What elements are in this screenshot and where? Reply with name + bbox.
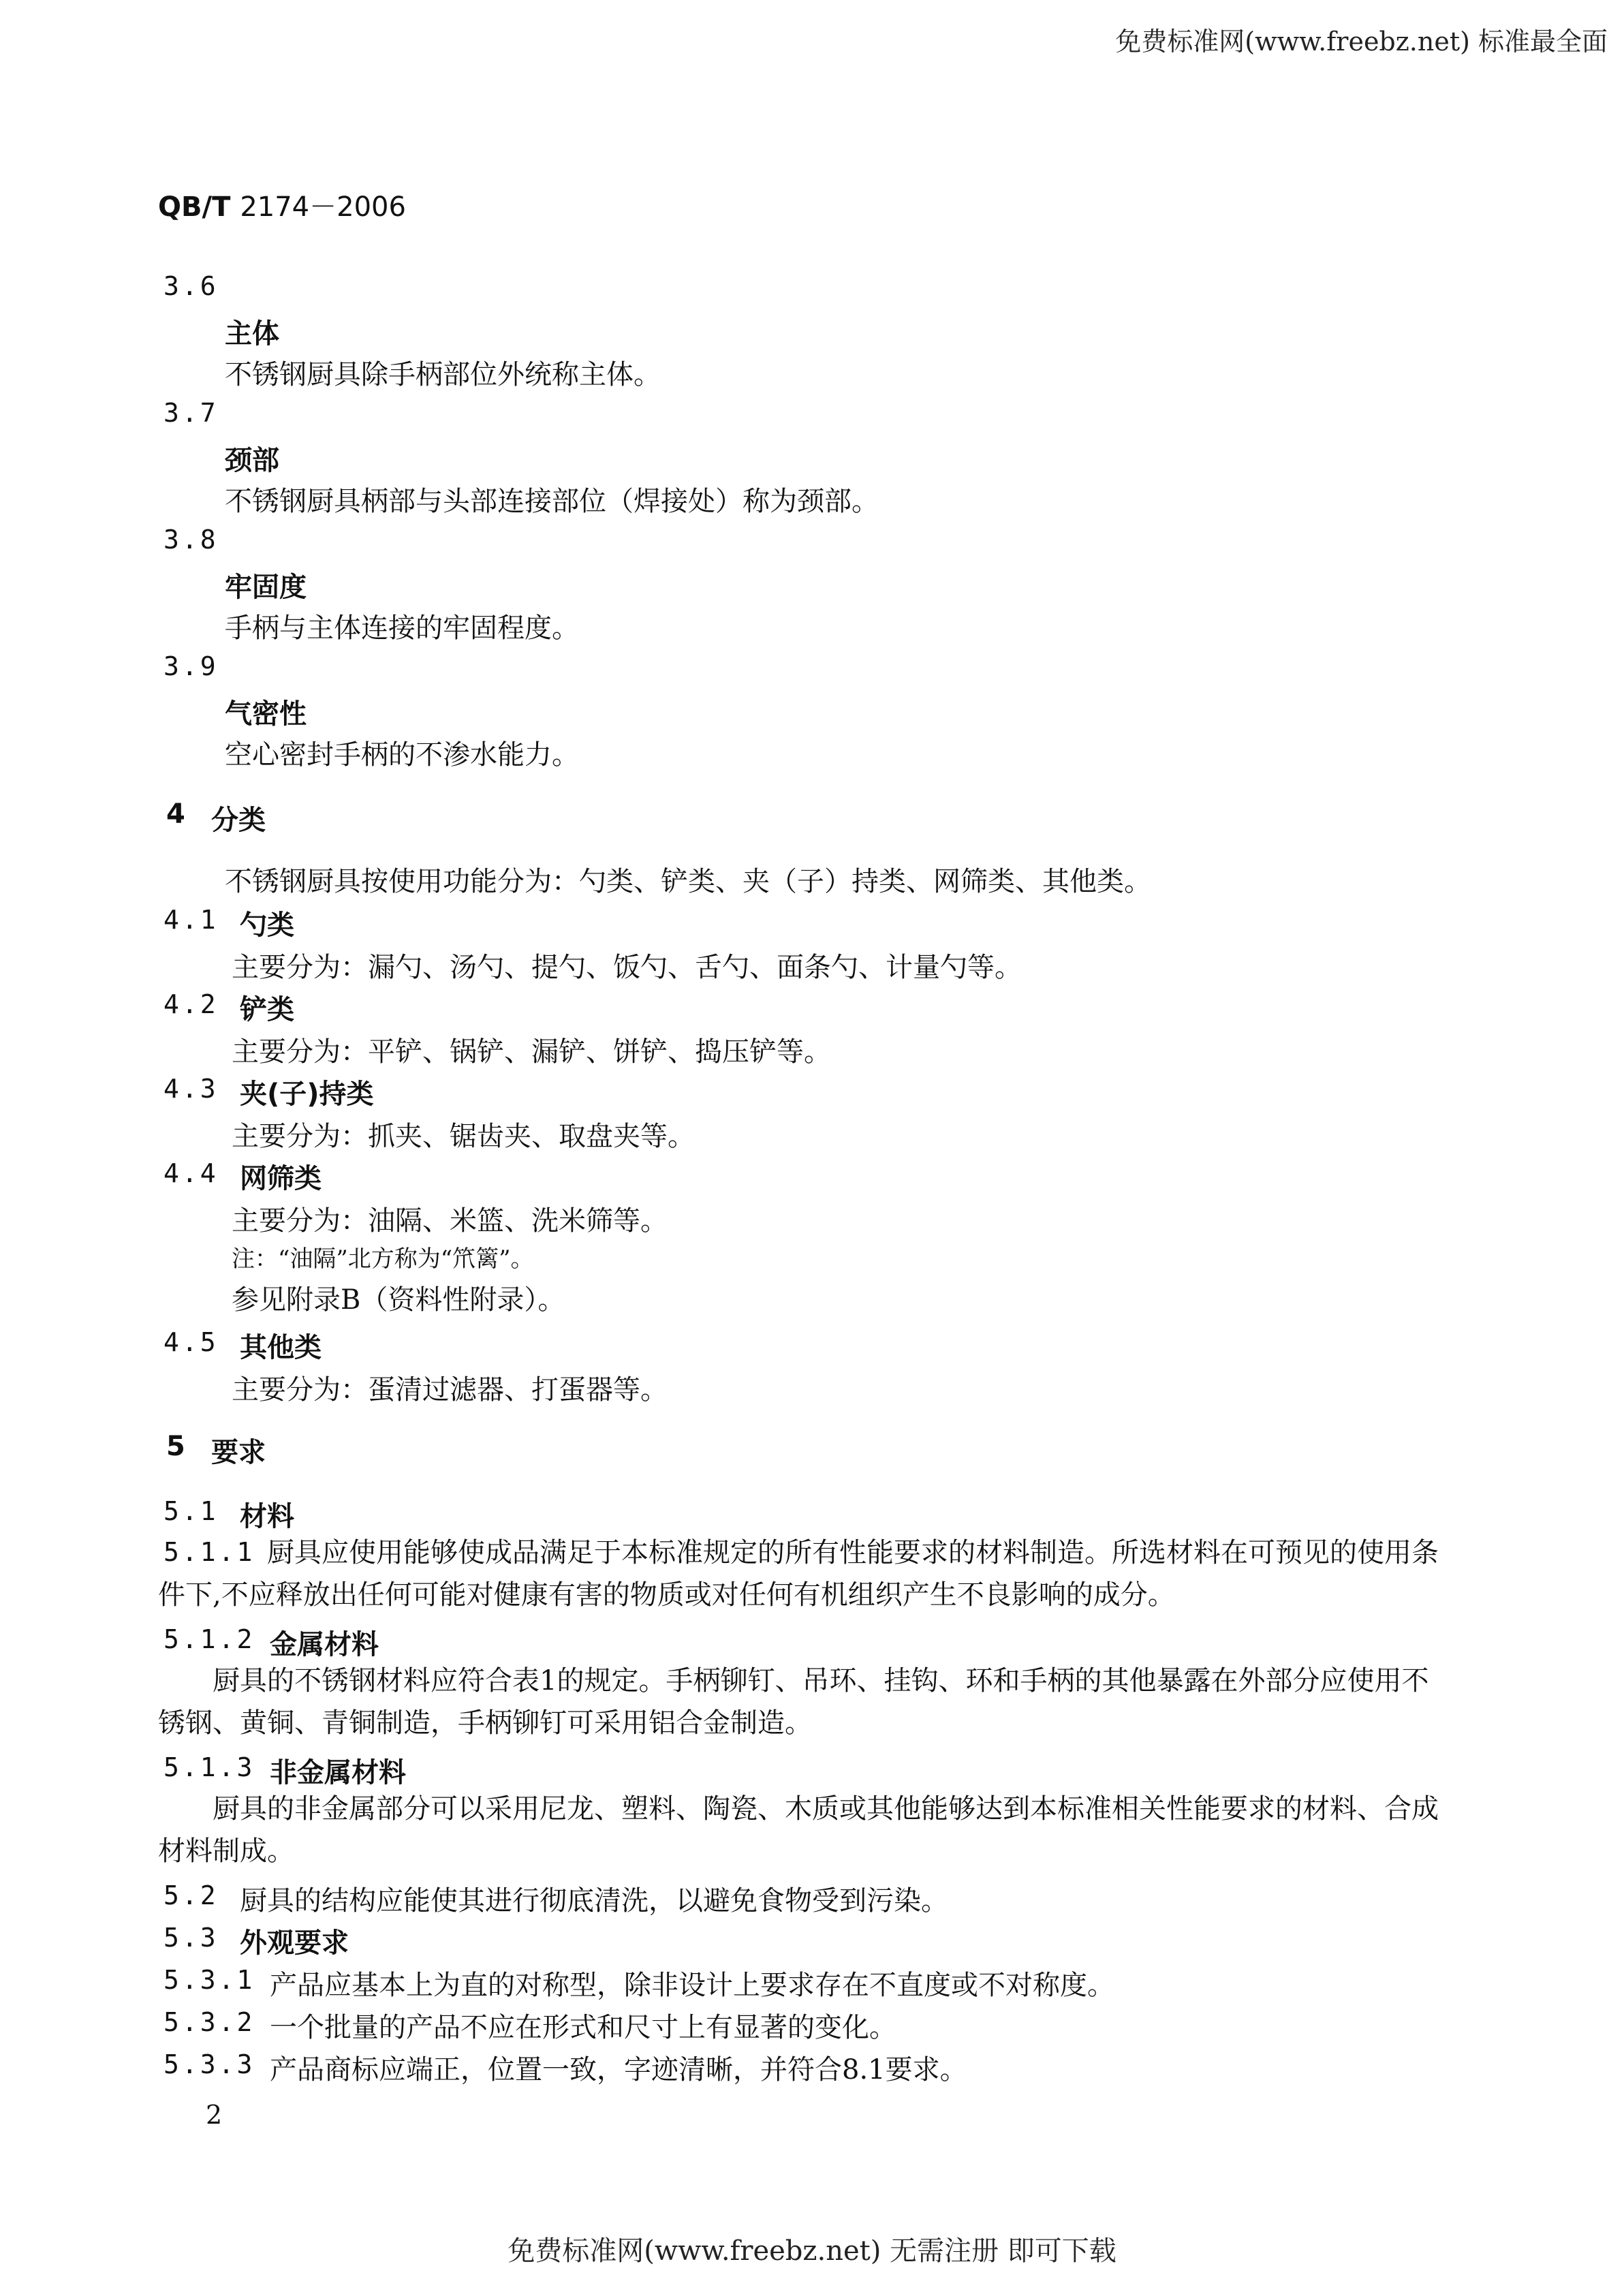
subsection-title: 外观要求: [240, 1927, 349, 1959]
clause-number: 3.6: [163, 271, 219, 301]
subsection-number: 5.3.3: [163, 2049, 255, 2079]
subsection-number: 5.3.2: [163, 2007, 255, 2037]
section-intro: 不锈钢厨具按使用功能分为：勺类、铲类、夹（子）持类、网筛类、其他类。: [225, 866, 1151, 897]
paragraph-text: 厨具应使用能够使成品满足于本标准规定的所有性能要求的材料制造。所选材料在可预见的使用条件下,不应释放出任何可能对健康有害的物质或对任何有机组织产生不良影响的成分。: [158, 1537, 1439, 1611]
section-number: 5: [166, 1431, 185, 1462]
subsection-title: 夹(子)持类: [240, 1079, 374, 1110]
subsection-number: 4.3: [163, 1074, 219, 1104]
paragraph-text: 产品应基本上为直的对称型，除非设计上要求存在不直度或不对称度。: [270, 1970, 1114, 2001]
subsection-body: 主要分为：漏勺、汤勺、提勺、饭勺、舌勺、面条勺、计量勺等。: [232, 952, 1022, 983]
subsection-number: 4.4: [163, 1158, 219, 1188]
section-title: 分类: [211, 805, 266, 836]
term-heading: 颈部: [225, 445, 279, 476]
subsection-title: 勺类: [240, 910, 294, 941]
term-heading: 气密性: [225, 698, 307, 730]
paragraph-text: 一个批量的产品不应在形式和尺寸上有显著的变化。: [270, 2012, 896, 2043]
section-title: 要求: [211, 1437, 266, 1468]
subsection-number: 4.2: [163, 989, 219, 1019]
term-heading: 牢固度: [225, 572, 307, 603]
site-footer: 免费标准网(www.freebz.net) 无需注册 即可下载: [507, 2235, 1116, 2267]
term-definition: 空心密封手柄的不渗水能力。: [225, 739, 579, 771]
subsection-body: 主要分为：油隔、米篮、洗米筛等。: [232, 1205, 668, 1237]
subsection-number: 4.1: [163, 905, 219, 935]
paragraph-text: 厨具的结构应能使其进行彻底清洗，以避免食物受到污染。: [240, 1885, 948, 1917]
subsection-number: 4.5: [163, 1327, 219, 1357]
term-definition: 不锈钢厨具除手柄部位外统称主体。: [225, 359, 661, 390]
subsection-title: 金属材料: [270, 1629, 379, 1660]
subsection-number: 5.1.3: [163, 1752, 255, 1782]
clause-number: 3.7: [163, 398, 219, 428]
subsection-number: 5.3: [163, 1923, 219, 1953]
annex-reference: 参见附录B（资料性附录）。: [232, 1284, 565, 1316]
subsection-number: 5.3.1: [163, 1965, 255, 1995]
standard-year: 2174－2006: [240, 191, 406, 223]
subsection-title: 铲类: [240, 994, 294, 1025]
subsection-body: 主要分为：抓夹、锯齿夹、取盘夹等。: [232, 1121, 695, 1152]
subsection-title: 非金属材料: [270, 1757, 406, 1788]
subsection-number: 5.2: [163, 1880, 219, 1910]
subsection-title: 其他类: [240, 1332, 322, 1363]
clause-number: 3.9: [163, 651, 219, 681]
standard-number: [158, 185, 406, 224]
standard-code: QB/T: [158, 191, 231, 223]
subsection-number: 5.1.1: [163, 1537, 255, 1567]
subsection-title: 材料: [240, 1501, 294, 1532]
term-definition: 手柄与主体连接的牢固程度。: [225, 613, 579, 644]
term-definition: 不锈钢厨具柄部与头部连接部位（焊接处）称为颈部。: [225, 486, 879, 517]
site-header: 免费标准网(www.freebz.net) 标准最全面: [1115, 27, 1608, 57]
clause-number: 3.8: [163, 525, 219, 555]
subsection-title: 网筛类: [240, 1163, 322, 1194]
term-heading: 主体: [225, 318, 279, 350]
paragraph-text: 产品商标应端正，位置一致，字迹清晰，并符合8.1要求。: [270, 2054, 967, 2086]
section-number: 4: [166, 799, 185, 830]
paragraph-text: 厨具的不锈钢材料应符合表1的规定。手柄铆钉、吊环、挂钩、环和手柄的其他暴露在外部分应使用不锈钢、黄铜、青铜制造，手柄铆钉可采用铝合金制造。: [158, 1665, 1429, 1739]
subsection-number: 5.1.2: [163, 1624, 255, 1654]
paragraph-text: 厨具的非金属部分可以采用尼龙、塑料、陶瓷、木质或其他能够达到本标准相关性能要求的材料、合成材料制成。: [158, 1793, 1439, 1867]
subsection-body: 主要分为：蛋清过滤器、打蛋器等。: [232, 1374, 668, 1406]
note-text: 注：“油隔”北方称为“笊篱”。: [232, 1245, 534, 1273]
subsection-number: 5.1: [163, 1496, 219, 1526]
subsection-body: 主要分为：平铲、锅铲、漏铲、饼铲、捣压铲等。: [232, 1036, 831, 1068]
page-number: 2: [206, 2100, 223, 2130]
